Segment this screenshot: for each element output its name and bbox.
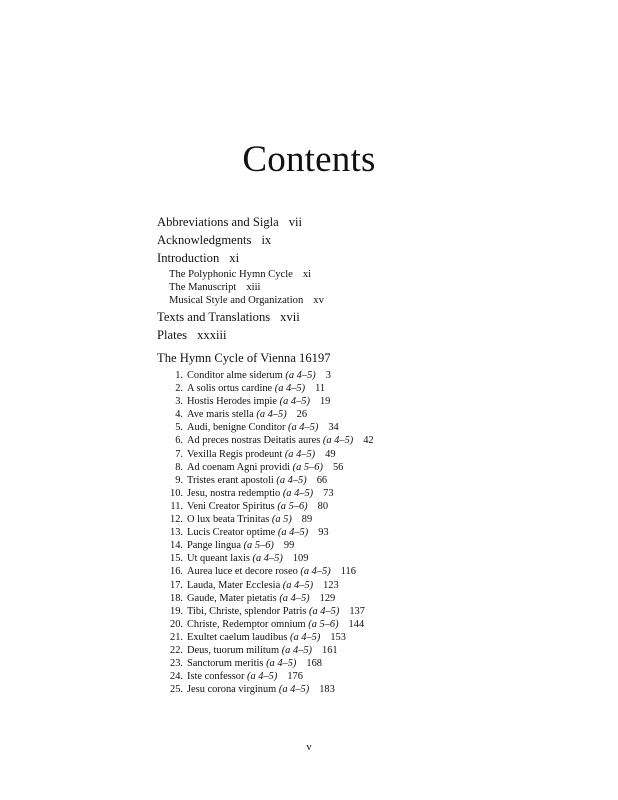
hymn-page: 19 [319,396,331,408]
hymn-number: 3. [175,396,183,408]
hymn-title: Aurea luce et decore roseo [187,566,298,578]
hymn-entry [157,526,597,539]
hymn-voicing: (a 4–5) [279,592,310,604]
page-number: v [306,742,312,753]
hymn-number: 25. [170,684,183,696]
hymn-list [157,369,597,696]
hymn-page: 183 [319,684,335,696]
hymn-page: 123 [323,579,339,591]
hymn-entry [157,474,597,487]
hymn-title: Tristes erant apostoli [187,474,274,486]
hymn-page: 129 [319,592,336,604]
hymn-title: Ave maris stella [187,409,254,421]
hymn-number: 7. [175,448,183,460]
hymn-voicing: (a 5–6) [277,500,308,512]
hymn-title: Tibi, Christe, splendor Patris [187,605,307,617]
hymn-voicing: (a 5) [271,514,292,526]
hymn-entry [157,461,597,474]
toc-subentry [169,281,597,294]
hymn-title: Sanctorum meritis [187,658,264,670]
hymn-page: 49 [325,448,336,460]
hymn-number: 20. [170,618,183,630]
hymn-number: 6. [175,435,183,447]
hymn-title: Christe, Redemptor omnium [187,618,306,630]
hymn-page: 3 [325,370,331,381]
hymn-entry [157,369,597,382]
introduction-subsections [169,268,597,307]
hymn-voicing: (a 4–5) [279,396,310,408]
hymn-number: 13. [170,527,183,539]
toc-entry-page: ix [261,233,272,247]
table-of-contents [157,214,597,696]
hymn-title: Jesu corona virginum [187,684,277,696]
hymn-page: 80 [317,500,329,512]
hymn-entry [157,592,597,605]
hymn-voicing: (a 4–5) [247,671,278,683]
hymn-page: 116 [340,566,356,578]
hymn-voicing: (a 4–5) [276,474,307,486]
hymn-entry [157,565,597,578]
hymn-title: Ad preces nostras Deitatis aures [187,435,321,447]
toc-section-heading: The Hymn Cycle of Vienna 16197 [157,351,331,365]
hymn-entry [157,552,597,565]
hymn-entry [157,434,597,447]
hymn-title: Hostis Herodes impie [187,396,278,408]
hymn-entry [157,631,597,644]
hymn-voicing: (a 4–5) [284,448,316,460]
hymn-number: 16. [170,566,183,578]
toc-entry-introduction [157,250,597,267]
hymn-title: Ad coenam Agni providi [187,461,291,473]
hymn-page: 56 [332,461,344,473]
hymn-entry [157,539,597,552]
hymn-title: O lux beata Trinitas [187,514,270,526]
toc-subentry [169,294,597,307]
hymn-title: Veni Creator Spiritus [187,500,275,512]
hymn-page: 144 [348,618,365,630]
hymn-entry [157,500,597,513]
hymn-page: 11 [315,383,326,395]
hymn-title: Pange lingua [187,540,241,552]
hymn-entry [157,618,597,631]
hymn-voicing: (a 4–5) [322,435,354,447]
hymn-title: Conditor alme siderum [187,370,283,381]
hymn-number: 14. [170,540,183,552]
hymn-voicing: (a 4–5) [278,684,310,696]
hymn-number: 17. [170,579,183,591]
hymn-title: Gaude, Mater pietatis [187,592,277,604]
hymn-number: 22. [170,644,183,656]
hymn-entry [157,670,597,683]
toc-entry-label: Texts and Translations [157,310,271,324]
hymn-number: 23. [170,658,183,670]
toc-entry-texts-translations [157,309,597,326]
hymn-entry [157,683,597,696]
hymn-number: 11. [170,500,183,512]
toc-subentry-label: The Polyphonic Hymn Cycle [169,269,293,280]
hymn-page: 109 [292,553,309,565]
hymn-page: 73 [323,487,334,499]
hymn-voicing: (a 4–5) [285,370,316,381]
toc-subentry-label: The Manuscript [169,282,237,293]
hymn-voicing: (a 5–6) [243,540,274,552]
hymn-number: 12. [170,514,183,526]
hymn-page: 93 [318,527,329,539]
hymn-title: Deus, tuorum militum [187,644,280,656]
hymn-voicing: (a 4–5) [274,383,306,395]
hymn-voicing: (a 5–6) [292,461,323,473]
hymn-entry [157,448,597,461]
hymn-number: 1. [175,370,183,381]
hymn-page: 168 [306,658,322,670]
hymn-entry [157,657,597,670]
toc-entry-acknowledgments [157,232,597,249]
toc-entry-label: Abbreviations and Sigla [157,215,279,229]
toc-entry-abbreviations [157,214,597,231]
hymn-title: Iste confessor [187,671,245,683]
toc-entry-plates [157,327,597,344]
hymn-voicing: (a 4–5) [282,487,314,499]
hymn-entry [157,408,597,421]
hymn-number: 2. [175,383,183,395]
hymn-entry [157,421,597,434]
toc-entry-page: xvii [280,310,300,324]
hymn-page: 137 [349,605,365,617]
hymn-voicing: (a 4–5) [277,527,309,539]
hymn-page: 66 [316,474,328,486]
toc-entry-label: Introduction [157,251,220,265]
toc-entry-page: xi [229,251,240,265]
toc-subentry-page: xi [302,269,312,280]
toc-subentry-page: xv [313,295,324,306]
hymn-number: 5. [175,422,183,434]
hymn-voicing: (a 4–5) [290,631,321,643]
hymn-title: Ut queant laxis [187,553,250,565]
hymn-page: 161 [322,644,338,656]
hymn-entry [157,513,597,526]
hymn-number: 8. [175,461,183,473]
hymn-title: Lucis Creator optime [187,527,276,539]
hymn-page: 153 [330,631,346,643]
toc-subentry-page: xiii [246,282,261,293]
hymn-voicing: (a 4–5) [282,579,314,591]
hymn-page: 89 [301,514,313,526]
hymn-number: 10. [170,487,183,499]
hymn-number: 21. [170,631,183,643]
toc-entry-page: vii [288,215,303,229]
hymn-page: 34 [328,422,339,434]
hymn-voicing: (a 4–5) [281,644,312,656]
toc-subentry [169,268,597,281]
hymn-page: 176 [287,671,303,683]
page-title: Contents [242,139,376,180]
hymn-voicing: (a 4–5) [288,422,319,434]
hymn-title: Jesu, nostra redemptio [187,487,281,499]
hymn-title: Audi, benigne Conditor [187,422,286,434]
hymn-entry [157,579,597,592]
hymn-number: 4. [175,409,183,421]
toc-entry-label: Acknowledgments [157,233,252,247]
hymn-page: 26 [296,409,308,421]
hymn-voicing: (a 4–5) [252,553,283,565]
hymn-number: 19. [170,605,183,617]
hymn-voicing: (a 4–5) [309,605,340,617]
hymn-voicing: (a 4–5) [300,566,331,578]
hymn-title: Vexilla Regis prodeunt [187,448,283,460]
hymn-title: Exultet caelum laudibus [187,631,288,643]
hymn-entry [157,382,597,395]
hymn-entry [157,605,597,618]
hymn-number: 24. [170,671,183,683]
hymn-title: A solis ortus cardine [187,383,273,395]
hymn-entry [157,395,597,408]
hymn-voicing: (a 4–5) [256,409,287,421]
hymn-entry [157,487,597,500]
hymn-entry [157,644,597,657]
hymn-number: 15. [170,553,183,565]
hymn-number: 18. [170,592,183,604]
hymn-page: 42 [363,435,374,447]
hymn-number: 9. [175,474,183,486]
toc-subentry-label: Musical Style and Organization [169,295,304,306]
toc-entry-label: Plates [157,328,188,342]
hymn-voicing: (a 5–6) [308,618,339,630]
hymn-page: 99 [283,540,295,552]
hymn-voicing: (a 4–5) [266,658,297,670]
hymn-title: Lauda, Mater Ecclesia [187,579,281,591]
toc-entry-page: xxxiii [197,328,227,342]
